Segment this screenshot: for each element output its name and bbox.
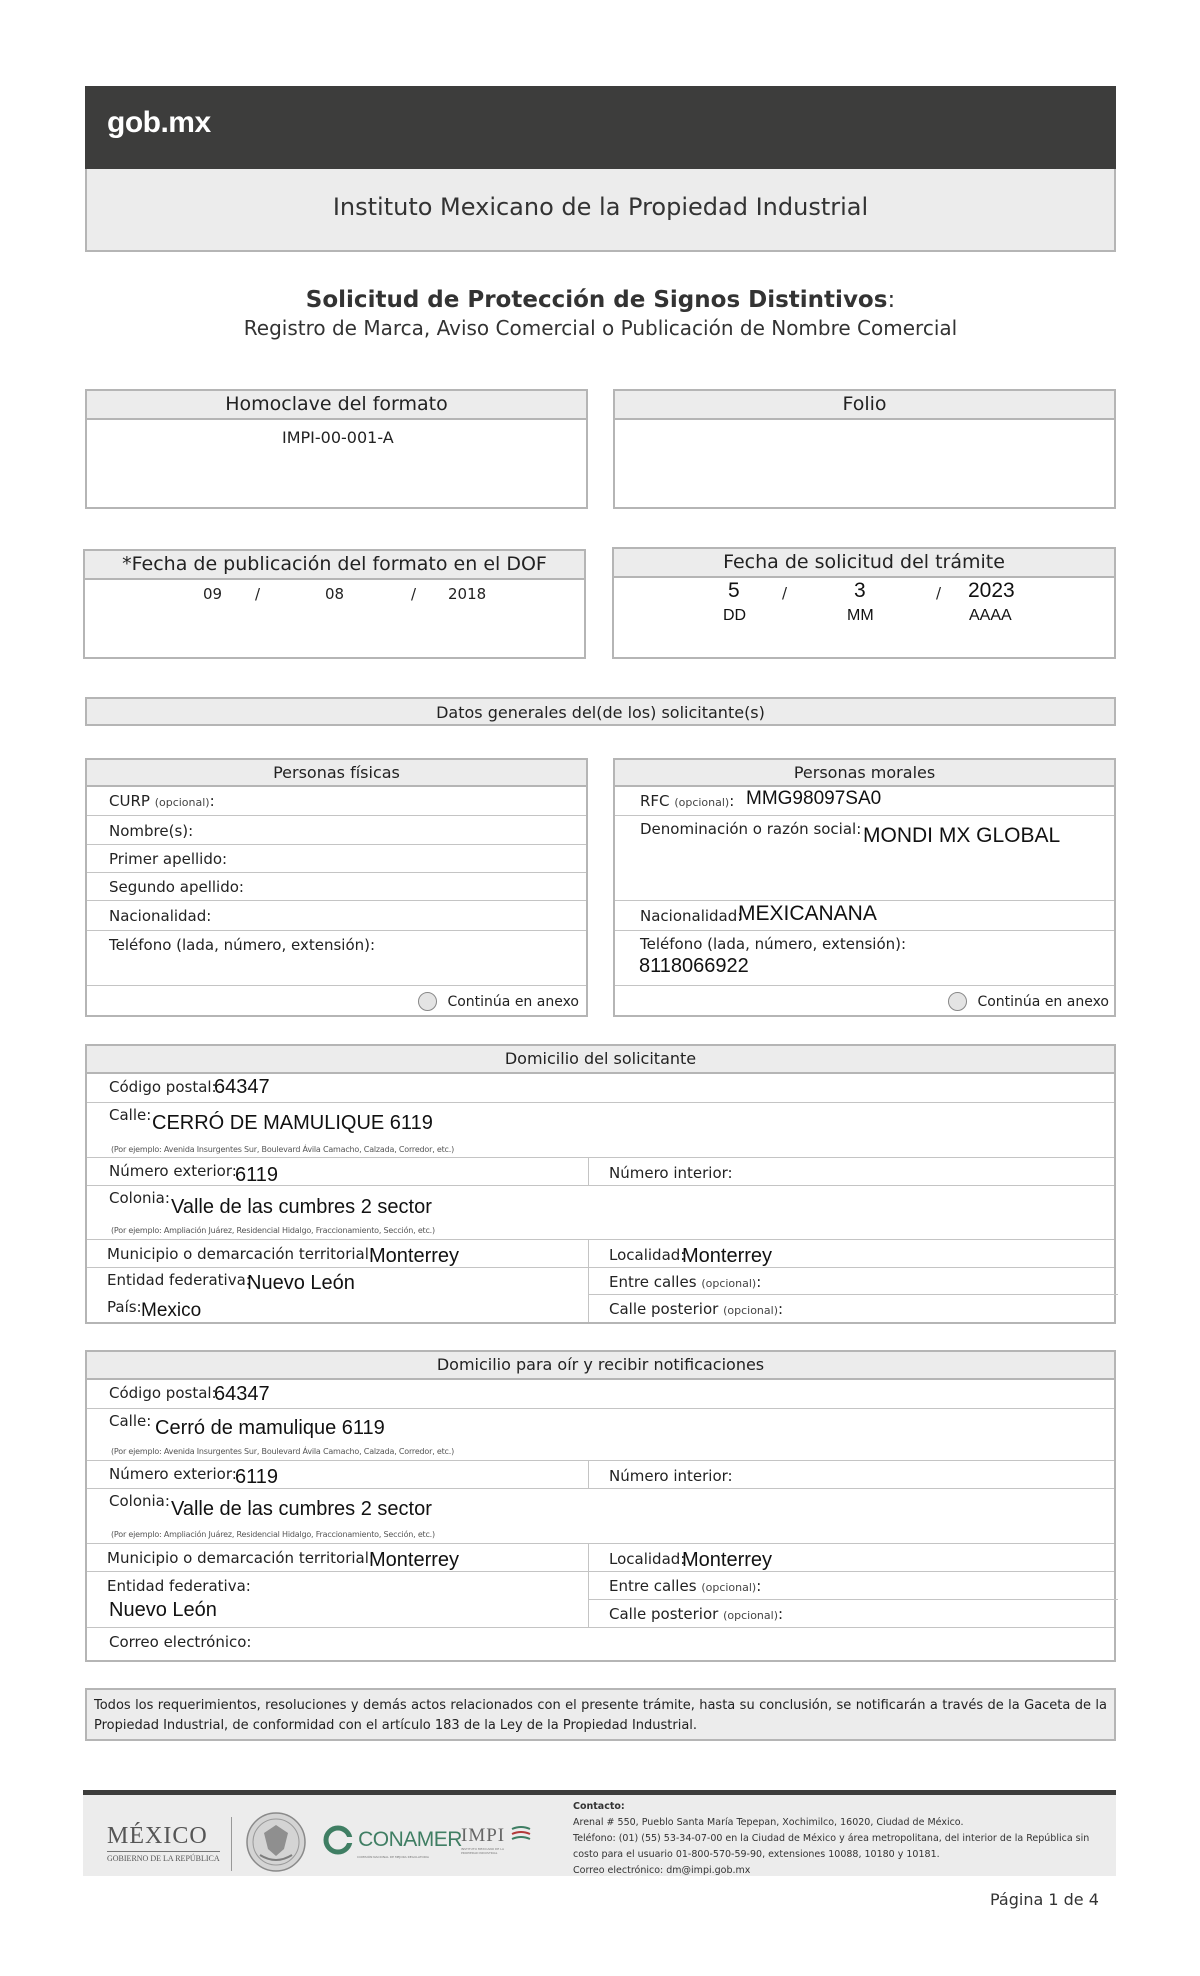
primer-apellido-label: Primer apellido:	[109, 850, 228, 868]
form-title-colon: :	[887, 287, 896, 313]
dom-calle-posterior-label	[609, 1300, 783, 1318]
not-posterior-text: Calle posterior	[609, 1605, 719, 1623]
anexo-morales-radio[interactable]	[948, 992, 967, 1011]
dom-entre-optional: (opcional)	[701, 1277, 757, 1290]
fecha-sol-day: 5	[728, 579, 740, 602]
nacionalidad-fisica-label: Nacionalidad:	[109, 907, 212, 925]
dom-cp-value: 64347	[214, 1076, 270, 1098]
rfc-optional: (opcional)	[674, 796, 730, 809]
impi-wordmark: IMPI	[461, 1825, 506, 1846]
fecha-sol-year: 2023	[968, 579, 1015, 602]
homoclave-box	[85, 389, 588, 509]
impi-subtitle: INSTITUTO MEXICANO DE LA PROPIEDAD INDUSTRIAL	[461, 1847, 505, 1855]
conamer-icon	[323, 1825, 353, 1855]
not-calle-posterior-label	[609, 1605, 783, 1623]
impi-logo	[461, 1825, 532, 1855]
personas-morales-title: Personas morales	[615, 760, 1114, 787]
form-title-main: Solicitud de Protección de Signos Distintivos	[305, 287, 888, 313]
not-num-ext-label: Número exterior:	[109, 1465, 237, 1483]
fecha-pub-month: 08	[325, 585, 345, 603]
fecha-publicacion-label: *Fecha de publicación del formato en el DOF	[85, 551, 584, 580]
form-title	[85, 287, 1116, 313]
not-correo-label: Correo electrónico:	[109, 1633, 252, 1651]
not-colonia-label: Colonia:	[109, 1492, 170, 1510]
institution-name: Instituto Mexicano de la Propiedad Industrial	[332, 193, 869, 221]
fecha-sol-sep-2: /	[936, 584, 942, 602]
fecha-sol-mm-label: MM	[847, 607, 874, 624]
dom-calle-example: (Por ejemplo: Avenida Insurgentes Sur, Boulevard Ávila Camacho, Calzada, Corredor, etc.)	[111, 1145, 455, 1154]
fecha-pub-sep-2: /	[411, 585, 417, 603]
nombre-label: Nombre(s):	[109, 822, 194, 840]
not-cp-value: 64347	[214, 1383, 270, 1405]
homoclave-label: Homoclave del formato	[87, 391, 586, 420]
anexo-morales-label: Continúa en anexo	[977, 993, 1109, 1010]
folio-box	[613, 389, 1116, 509]
fecha-sol-sep-1: /	[782, 584, 788, 602]
not-calle-value: Cerró de mamulique 6119	[155, 1417, 385, 1439]
contacto-label: Contacto:	[573, 1801, 625, 1812]
dom-colonia-value: Valle de las cumbres 2 sector	[171, 1196, 432, 1218]
dom-cp-label: Código postal:	[109, 1078, 217, 1096]
rfc-value: MMG98097SA0	[746, 788, 882, 809]
dom-entre-calles-label	[609, 1273, 761, 1291]
rfc-text: RFC	[640, 792, 670, 810]
dom-calle-label: Calle:	[109, 1106, 152, 1124]
telefono-moral-label: Teléfono (lada, número, extensión):	[640, 935, 907, 953]
curp-label	[109, 792, 215, 810]
not-num-ext-value: 6119	[235, 1466, 279, 1488]
denominacion-value: MONDI MX GLOBAL	[863, 824, 1061, 847]
not-entre-colon: :	[756, 1577, 762, 1595]
dom-num-ext-label: Número exterior:	[109, 1162, 237, 1180]
institution-banner	[85, 169, 1116, 252]
aviso-box	[85, 1688, 1116, 1741]
homoclave-value: IMPI-00-001-A	[282, 428, 394, 447]
header-bar	[85, 86, 1116, 169]
fecha-solicitud-box	[612, 547, 1116, 659]
denominacion-label: Denominación o razón social:	[640, 820, 862, 838]
not-posterior-colon: :	[778, 1605, 784, 1623]
page-number: Página 1 de 4	[990, 1890, 1099, 1909]
telefono-moral-value: 8118066922	[639, 955, 749, 977]
segundo-apellido-label: Segundo apellido:	[109, 878, 244, 896]
dom-municipio-label: Municipio o demarcación territorial:	[107, 1245, 374, 1263]
anexo-fisicas-radio[interactable]	[418, 992, 437, 1011]
not-entidad-value: Nuevo León	[109, 1599, 217, 1621]
nacionalidad-moral-value: MEXICANANA	[738, 902, 877, 925]
contacto-direccion: Arenal # 550, Pueblo Santa María Tepepan, Xochimilco, 16020, Ciudad de México.	[573, 1817, 964, 1828]
not-cp-label: Código postal:	[109, 1384, 217, 1402]
not-entre-text: Entre calles	[609, 1577, 697, 1595]
fecha-pub-sep-1: /	[255, 585, 261, 603]
gob-mx-logo: gob.mx	[107, 106, 211, 139]
dom-entidad-value: Nuevo León	[247, 1272, 355, 1294]
mexico-wordmark: MÉXICO	[107, 1823, 208, 1849]
not-entidad-label: Entidad federativa:	[107, 1577, 251, 1595]
not-colonia-value: Valle de las cumbres 2 sector	[171, 1498, 432, 1520]
datos-generales-heading: Datos generales del(de los) solicitante(s)	[85, 697, 1116, 726]
mexico-logo	[107, 1823, 220, 1863]
dom-entre-text: Entre calles	[609, 1273, 697, 1291]
notificaciones-title: Domicilio para oír y recibir notificaciones	[87, 1352, 1114, 1380]
notificaciones-box	[85, 1350, 1116, 1662]
dom-pais-label: País:	[107, 1298, 142, 1316]
impi-emblem-icon	[510, 1825, 532, 1843]
contacto-correo: Correo electrónico: dm@impi.gob.mx	[573, 1865, 751, 1876]
fecha-pub-day: 09	[203, 585, 223, 603]
fecha-sol-dd-label: DD	[723, 607, 747, 624]
contacto-telefono: Teléfono: (01) (55) 53-34-07-00 en la Ciudad de México y área metropolitana, del interior de la República sin costo para el usuario 01-800-570-59-90, extensiones 10088, 10180 y 10181.	[573, 1833, 1090, 1860]
fecha-pub-year: 2018	[448, 585, 487, 603]
not-municipio-value: Monterrey	[369, 1549, 460, 1571]
dom-pais-value: Mexico	[141, 1300, 202, 1321]
fecha-publicacion-box	[83, 549, 586, 659]
conamer-logo	[323, 1825, 462, 1859]
dom-localidad-value: Monterrey	[682, 1245, 773, 1267]
conamer-wordmark: CONAMER	[358, 1828, 462, 1851]
aviso-text: Todos los requerimientos, resoluciones y demás actos relacionados con el presente trámite, hasta su conclusión, se notificarán a través de la Gaceta de la Propiedad Industrial, de conformidad con el artículo 183 de la Ley de la Propiedad Industrial.	[94, 1698, 1107, 1733]
rfc-colon: :	[729, 792, 735, 810]
not-localidad-label: Localidad:	[609, 1550, 686, 1568]
dom-entidad-label: Entidad federativa:	[107, 1271, 251, 1289]
not-entre-optional: (opcional)	[701, 1581, 757, 1594]
dom-num-int-label: Número interior:	[609, 1164, 733, 1182]
not-calle-example: (Por ejemplo: Avenida Insurgentes Sur, Boulevard Ávila Camacho, Calzada, Corredor, etc.)	[111, 1447, 455, 1456]
dom-calle-value: CERRÓ DE MAMULIQUE 6119	[152, 1112, 433, 1134]
rfc-label	[640, 792, 734, 810]
dom-num-ext-value: 6119	[235, 1164, 279, 1186]
domicilio-box	[85, 1044, 1116, 1324]
not-posterior-optional: (opcional)	[723, 1609, 778, 1622]
not-calle-label: Calle:	[109, 1412, 152, 1430]
conamer-subtitle: COMISIÓN NACIONAL DE MEJORA REGULATORIA	[357, 1855, 429, 1859]
curp-optional: (opcional)	[154, 796, 210, 809]
not-num-int-label: Número interior:	[609, 1467, 733, 1485]
dom-posterior-text: Calle posterior	[609, 1300, 719, 1318]
gobierno-wordmark: GOBIERNO DE LA REPÚBLICA	[107, 1851, 220, 1863]
footer	[83, 1790, 1116, 1876]
not-municipio-label: Municipio o demarcación territorial:	[107, 1549, 374, 1567]
curp-colon: :	[209, 792, 215, 810]
personas-morales-box	[613, 758, 1116, 1017]
folio-label: Folio	[615, 391, 1114, 420]
personas-fisicas-box	[85, 758, 588, 1017]
anexo-fisicas[interactable]	[418, 992, 579, 1011]
dom-localidad-label: Localidad:	[609, 1246, 686, 1264]
anexo-morales[interactable]	[948, 992, 1109, 1011]
dom-colonia-label: Colonia:	[109, 1189, 170, 1207]
not-colonia-example: (Por ejemplo: Ampliación Juárez, Residencial Hidalgo, Fraccionamiento, Sección, etc.)	[111, 1530, 435, 1539]
dom-posterior-optional: (opcional)	[723, 1304, 778, 1317]
fecha-sol-aaaa-label: AAAA	[969, 607, 1012, 624]
contacto-block	[573, 1799, 1093, 1879]
dom-entre-colon: :	[756, 1273, 762, 1291]
dom-posterior-colon: :	[778, 1300, 784, 1318]
fecha-solicitud-label: Fecha de solicitud del trámite	[614, 549, 1114, 578]
anexo-fisicas-label: Continúa en anexo	[447, 993, 579, 1010]
curp-text: CURP	[109, 792, 150, 810]
not-localidad-value: Monterrey	[682, 1549, 773, 1571]
fecha-sol-month: 3	[854, 579, 866, 602]
nacionalidad-moral-label: Nacionalidad:	[640, 907, 743, 925]
dom-colonia-example: (Por ejemplo: Ampliación Juárez, Residencial Hidalgo, Fraccionamiento, Sección, etc.)	[111, 1226, 435, 1235]
dom-municipio-value: Monterrey	[369, 1245, 460, 1267]
telefono-fisica-label: Teléfono (lada, número, extensión):	[109, 936, 376, 954]
escudo-nacional-icon	[243, 1811, 309, 1877]
domicilio-title: Domicilio del solicitante	[87, 1046, 1114, 1074]
personas-fisicas-title: Personas físicas	[87, 760, 586, 787]
form-subtitle: Registro de Marca, Aviso Comercial o Publicación de Nombre Comercial	[243, 316, 958, 340]
not-entre-calles-label	[609, 1577, 761, 1595]
